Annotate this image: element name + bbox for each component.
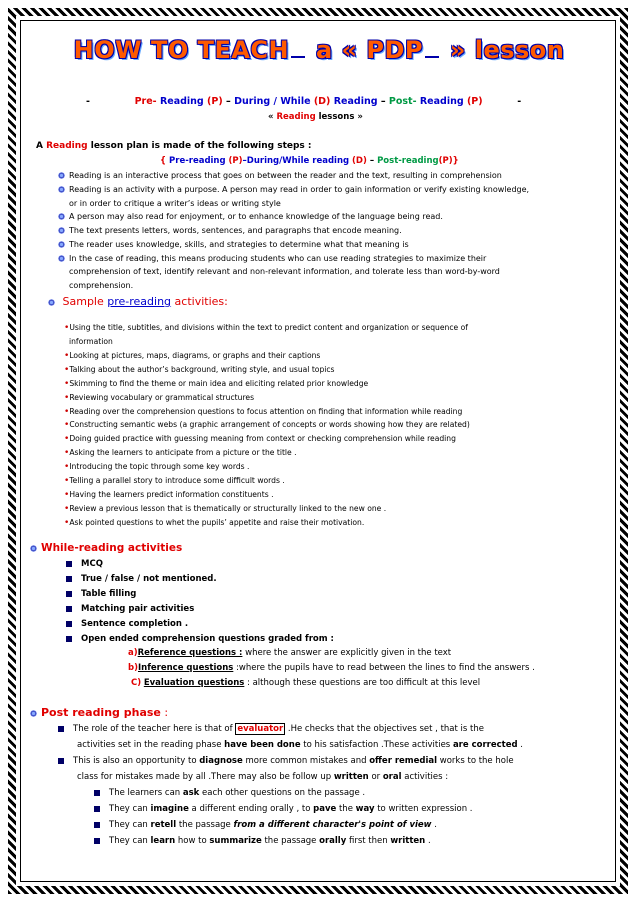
bullet-icon [58, 241, 65, 248]
list-item: •Ask pointed questions to whet the pupils’ appetite and raise their motivation. [64, 518, 365, 528]
post-para-1: The role of the teacher here is that of evaluator .He checks that the objectives set , that is the [58, 724, 484, 734]
subtitle-line-2: « Reading lessons » [268, 112, 363, 122]
definition-item-cont: comprehension. [69, 281, 134, 290]
list-item: •Telling a parallel story to introduce some difficult words . [64, 476, 285, 486]
list-item: Open ended comprehension questions graded from : [66, 634, 334, 644]
bullet-icon [58, 255, 65, 262]
list-item: MCQ [66, 559, 103, 569]
list-item: •Reviewing vocabulary or grammatical structures [64, 393, 255, 403]
subtitle-line: - Pre- Reading (P) – During / While (D) Reading – Post- Reading (P) - [86, 96, 522, 107]
post-reading-heading: Post reading phase : [30, 706, 168, 719]
square-bullet-icon [66, 621, 72, 627]
list-item: Matching pair activities [66, 604, 194, 614]
square-bullet-icon [94, 790, 100, 796]
list-item: •Reading over the comprehension questions to focus attention on finding that information while reading [64, 407, 463, 417]
bullet-icon [30, 545, 37, 552]
question-type-b: b)Inference questions :where the pupils have to read between the lines to find the answers . [128, 663, 535, 673]
square-bullet-icon [58, 758, 64, 764]
square-bullet-icon [94, 838, 100, 844]
bullet-icon [58, 213, 65, 220]
bullet-icon [58, 172, 65, 179]
page-title: HOW TO TEACH a « PDP » lesson [73, 36, 565, 64]
list-item: True / false / not mentioned. [66, 574, 217, 584]
definition-item: Reading is an activity with a purpose. A person may read in order to gain information or verify existing knowledge, [58, 185, 529, 194]
while-reading-heading: While-reading activities [30, 542, 182, 554]
post-para-2-cont: class for mistakes made by all .There may also be follow up written or oral activities : [77, 772, 449, 782]
question-type-a: a)Reference questions : where the answer are explicitly given in the text [128, 648, 452, 658]
bullet-icon [30, 710, 37, 717]
definition-item-cont: or in order to critique a writer’s ideas or writing style [69, 199, 281, 208]
list-item: •Constructing semantic webs (a graphic arrangement of concepts or words showing how they are related) [64, 420, 470, 430]
definition-item: Reading is an interactive process that goes on between the reader and the text, resulting in comprehension [58, 171, 502, 180]
definition-item: In the case of reading, this means producing students who can use reading strategies to maximize their [58, 254, 486, 263]
list-item: information [69, 337, 113, 346]
square-bullet-icon [66, 591, 72, 597]
intro-lead: A Reading lesson plan is made of the following steps : [36, 141, 312, 151]
bullet-icon [58, 186, 65, 193]
square-bullet-icon [66, 606, 72, 612]
list-item: •Skimming to find the theme or main idea and eliciting related prior knowledge [64, 379, 369, 389]
list-item: •Doing guided practice with guessing meaning from context or checking comprehension while reading [64, 434, 456, 444]
post-para-2: This is also an opportunity to diagnose more common mistakes and offer remedial works to the hole [58, 756, 514, 766]
bullet-icon [58, 227, 65, 234]
post-sub-item: They can learn how to summarize the passage orally first then written . [94, 836, 431, 846]
square-bullet-icon [94, 822, 100, 828]
square-bullet-icon [66, 561, 72, 567]
list-item: •Review a previous lesson that is thematically or structurally linked to the new one . [64, 504, 387, 514]
post-sub-item: They can imagine a different ending orally , to pave the way to written expression . [94, 804, 472, 814]
list-item: •Talking about the author’s background, writing style, and usual topics [64, 365, 335, 375]
definition-item: The text presents letters, words, sentences, and paragraphs that encode meaning. [58, 226, 402, 235]
square-bullet-icon [94, 806, 100, 812]
post-sub-item: They can retell the passage from a different character's point of view . [94, 820, 437, 830]
intro-steps: { Pre-reading (P)–During/While reading (D) – Post-reading(P)} [160, 156, 459, 166]
question-type-c: C) Evaluation questions : although these questions are too difficult at this level [131, 678, 481, 688]
list-item: •Using the title, subtitles, and divisions within the text to predict content and organization or sequence of [64, 323, 468, 333]
bullet-icon [48, 299, 55, 306]
definition-item: The reader uses knowledge, skills, and strategies to determine what that meaning is [58, 240, 409, 249]
post-para-1-cont: activities set in the reading phase have been done to his satisfaction .These activities are corrected . [77, 740, 523, 750]
list-item: •Looking at pictures, maps, diagrams, or graphs and their captions [64, 351, 321, 361]
list-item: Sentence completion . [66, 619, 188, 629]
square-bullet-icon [66, 636, 72, 642]
square-bullet-icon [66, 576, 72, 582]
list-item: Table filling [66, 589, 136, 599]
definition-item-cont: comprehension of text, identify relevant and non-relevant information, and tolerate less than word-by-word [69, 267, 500, 276]
square-bullet-icon [58, 726, 64, 732]
post-sub-item: The learners can ask each other questions on the passage . [94, 788, 365, 798]
list-item: •Asking the learners to anticipate from a picture or the title . [64, 448, 297, 458]
list-item: •Having the learners predict information constituents . [64, 490, 274, 500]
definition-item: A person may also read for enjoyment, or to enhance knowledge of the language being read. [58, 212, 443, 221]
list-item: •Introducing the topic through some key words . [64, 462, 250, 472]
pre-reading-heading: Sample pre-reading activities: [48, 295, 228, 308]
